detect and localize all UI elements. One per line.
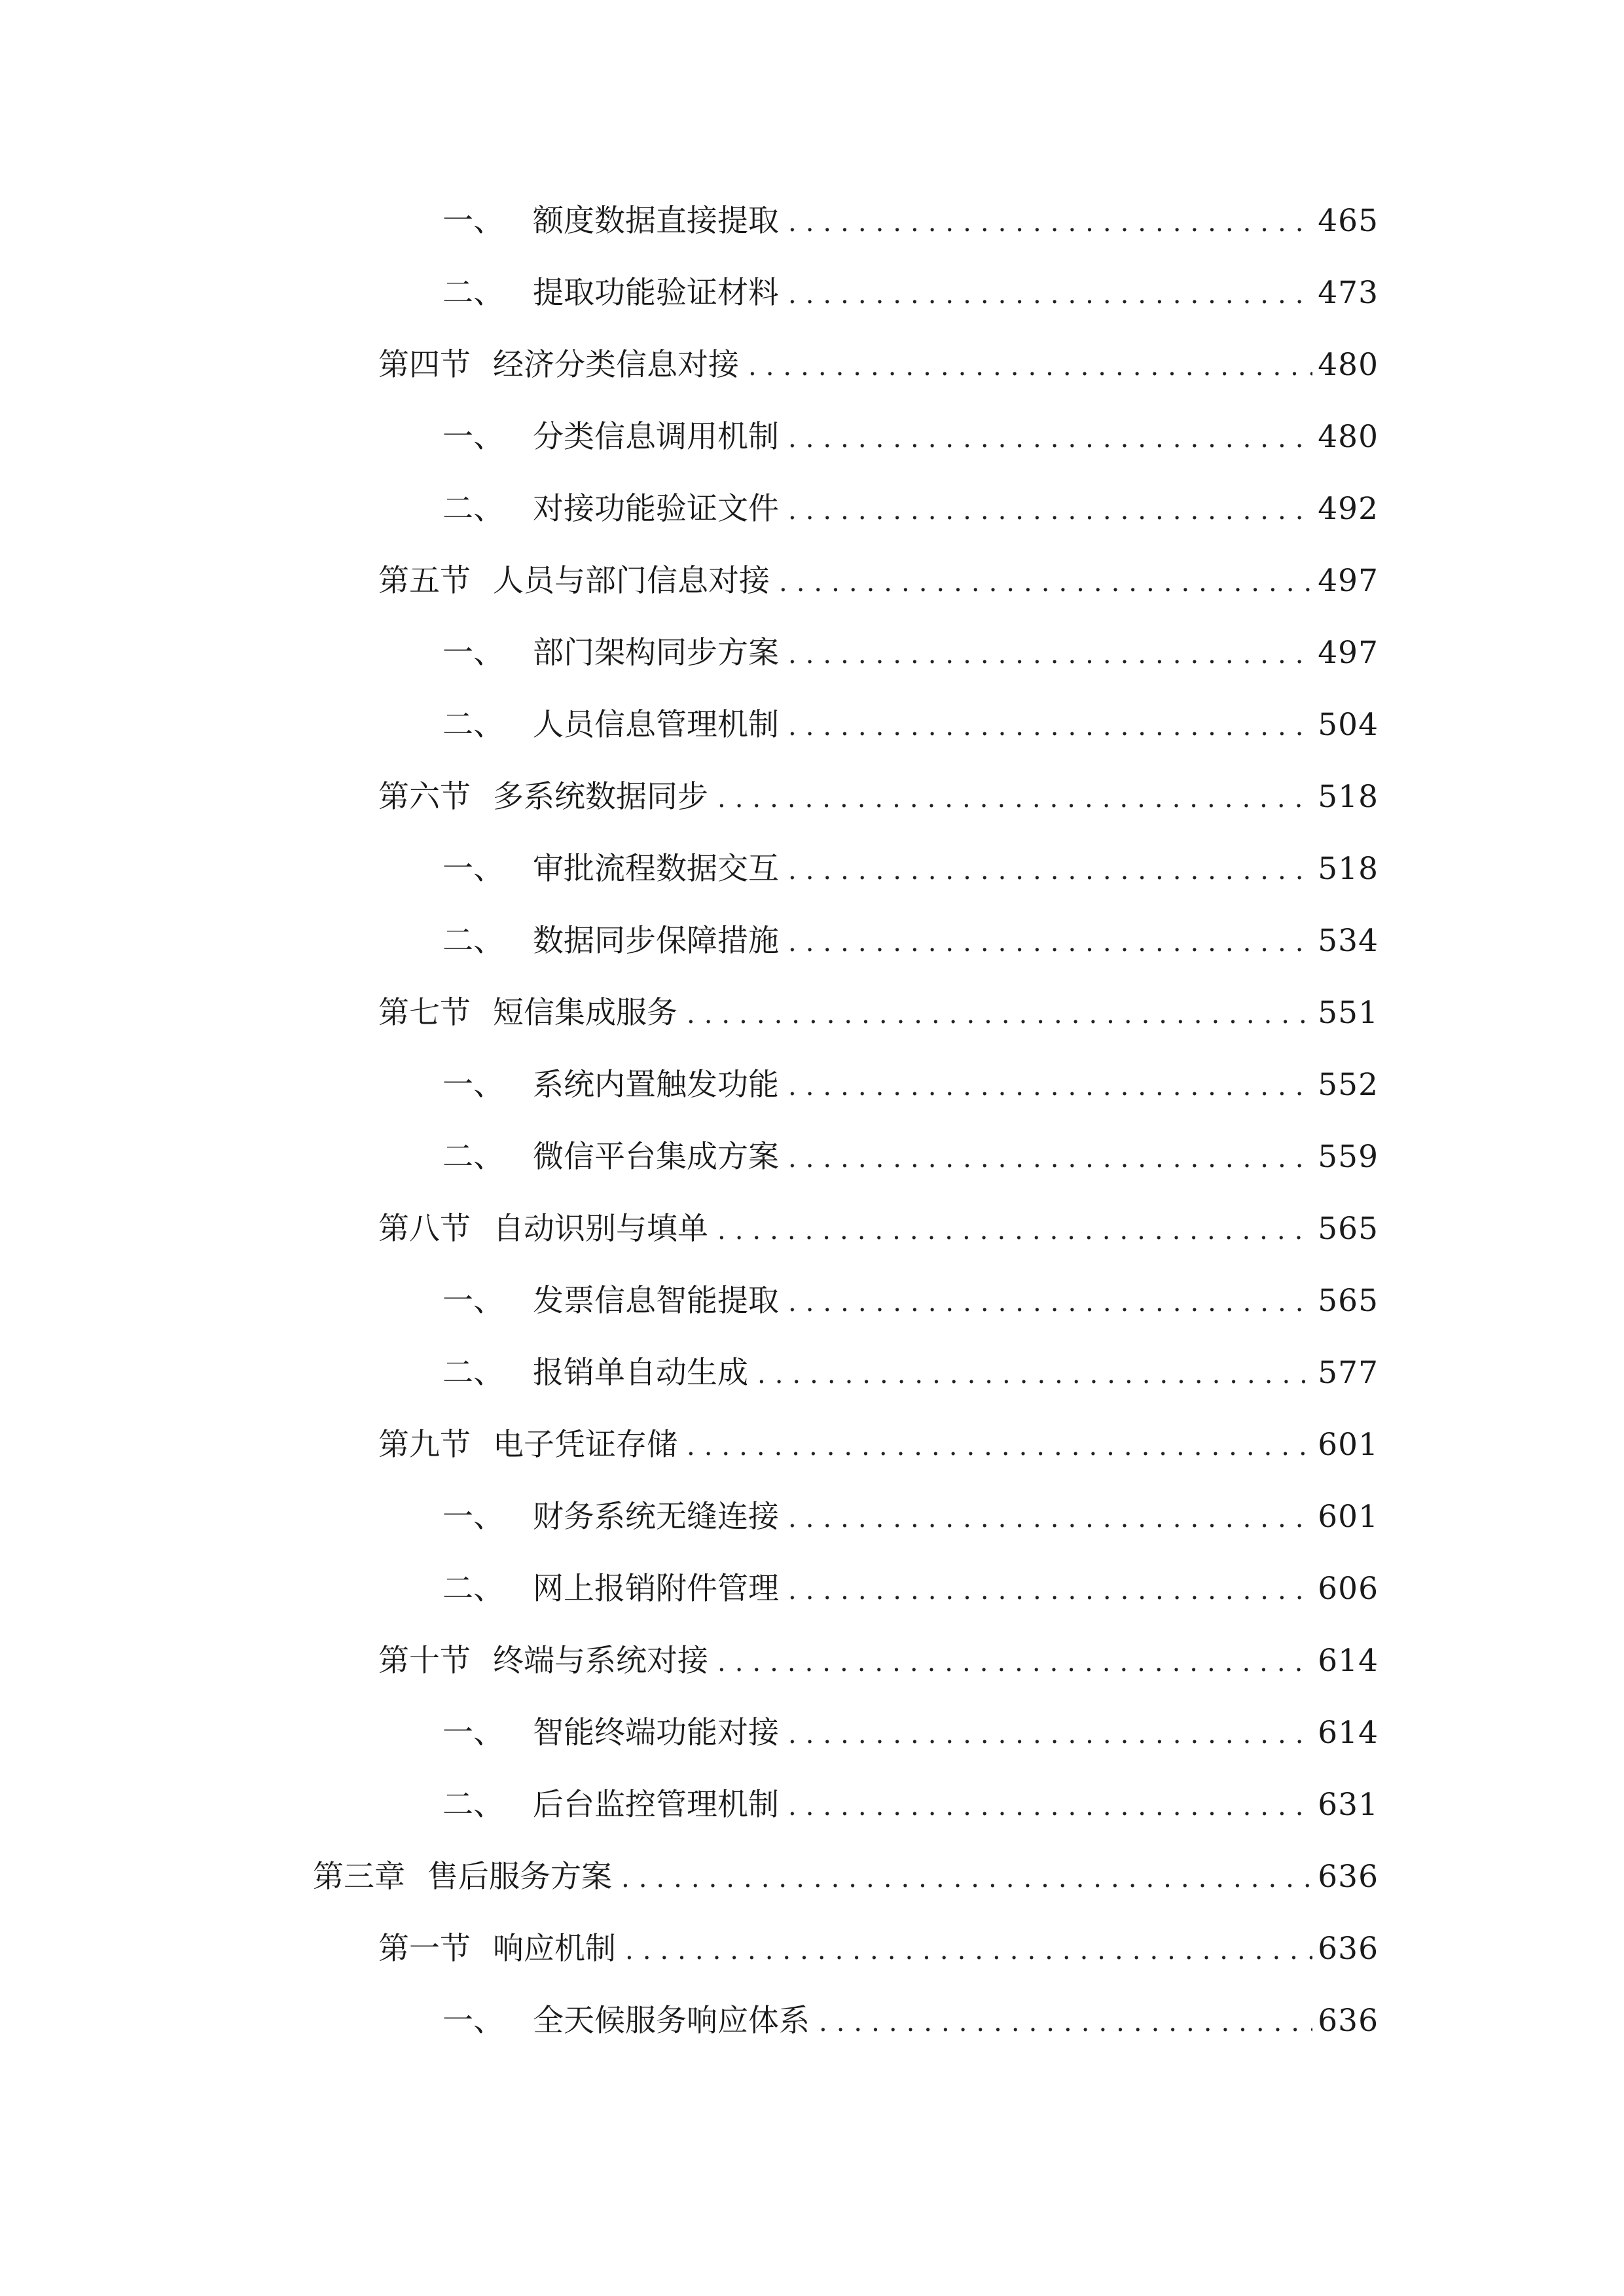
dot-leader — [788, 492, 1312, 529]
toc-entry-title: 经济分类信息对接 — [493, 347, 739, 383]
toc-entry-number: 二、 — [442, 275, 504, 311]
toc-entry-page: 473 — [1318, 275, 1379, 311]
toc-entry-page: 631 — [1318, 1787, 1379, 1823]
toc-entry[interactable] — [0, 766, 1624, 838]
toc-entry-number: 一、 — [442, 851, 504, 887]
toc-entry-number: 第九节 — [378, 1427, 471, 1463]
toc-entry-title: 部门架构同步方案 — [533, 635, 779, 671]
toc-entry-title: 全天候服务响应体系 — [533, 2003, 810, 2039]
toc-entry-page: 636 — [1318, 1859, 1379, 1895]
toc-entry-number: 二、 — [442, 1355, 504, 1391]
toc-entry[interactable] — [0, 1198, 1624, 1270]
toc-entry-title: 售后服务方案 — [427, 1859, 612, 1895]
toc-entry-title: 电子凭证存储 — [493, 1427, 677, 1463]
dot-leader — [717, 1644, 1312, 1681]
toc-entry-title: 额度数据直接提取 — [533, 203, 779, 239]
toc-entry-number: 一、 — [442, 1067, 504, 1103]
toc-entry-title: 分类信息调用机制 — [533, 419, 779, 455]
toc-entry-number: 一、 — [442, 635, 504, 671]
toc-entry-title: 人员信息管理机制 — [533, 707, 779, 743]
toc-entry[interactable] — [0, 190, 1624, 262]
toc-entry-title: 发票信息智能提取 — [533, 1283, 779, 1319]
toc-entry[interactable] — [0, 1990, 1624, 2062]
toc-entry-title: 智能终端功能对接 — [533, 1715, 779, 1751]
toc-entry-number: 二、 — [442, 707, 504, 743]
dot-leader — [788, 1500, 1312, 1537]
toc-entry-number: 第五节 — [378, 563, 471, 599]
toc-entry-title: 对接功能验证文件 — [533, 491, 779, 527]
toc-entry-page: 565 — [1318, 1283, 1379, 1319]
toc-entry[interactable] — [0, 1846, 1624, 1918]
dot-leader — [788, 708, 1312, 745]
toc-entry-page: 601 — [1318, 1427, 1379, 1463]
toc-entry[interactable] — [0, 1486, 1624, 1558]
dot-leader — [779, 564, 1312, 601]
toc-entry-page: 559 — [1318, 1139, 1379, 1175]
toc-entry-number: 二、 — [442, 491, 504, 527]
toc-entry-number: 第一节 — [378, 1931, 471, 1967]
toc-entry-page: 565 — [1318, 1211, 1379, 1247]
toc-entry-title: 系统内置触发功能 — [533, 1067, 779, 1103]
table-of-contents — [0, 190, 1624, 2062]
toc-entry-number: 二、 — [442, 1139, 504, 1175]
dot-leader — [748, 348, 1312, 385]
dot-leader — [621, 1860, 1312, 1897]
toc-entry-page: 534 — [1318, 923, 1379, 959]
toc-entry[interactable] — [0, 1054, 1624, 1126]
toc-entry-title: 网上报销附件管理 — [533, 1571, 779, 1607]
toc-entry-number: 第十节 — [378, 1643, 471, 1679]
toc-entry[interactable] — [0, 982, 1624, 1054]
dot-leader — [757, 1356, 1312, 1393]
dot-leader — [625, 1932, 1312, 1969]
toc-entry[interactable] — [0, 1774, 1624, 1846]
toc-entry-page: 480 — [1318, 347, 1379, 383]
toc-entry-number: 二、 — [442, 1571, 504, 1607]
toc-entry-number: 二、 — [442, 923, 504, 959]
toc-entry-page: 614 — [1318, 1643, 1379, 1679]
toc-entry-number: 第三章 — [313, 1859, 405, 1895]
toc-entry[interactable] — [0, 838, 1624, 910]
toc-entry-title: 短信集成服务 — [493, 995, 677, 1031]
toc-entry-page: 504 — [1318, 707, 1379, 743]
toc-entry-page: 518 — [1318, 779, 1379, 815]
toc-entry-title: 终端与系统对接 — [493, 1643, 708, 1679]
toc-entry-page: 518 — [1318, 851, 1379, 887]
dot-leader — [717, 780, 1312, 817]
toc-entry-title: 数据同步保障措施 — [533, 923, 779, 959]
toc-entry-page: 497 — [1318, 635, 1379, 671]
toc-entry[interactable] — [0, 1630, 1624, 1702]
dot-leader — [788, 204, 1312, 241]
toc-entry-number: 第七节 — [378, 995, 471, 1031]
toc-entry-title: 人员与部门信息对接 — [493, 563, 770, 599]
toc-entry-page: 577 — [1318, 1355, 1379, 1391]
toc-entry[interactable] — [0, 334, 1624, 406]
toc-entry-number: 一、 — [442, 1283, 504, 1319]
dot-leader — [819, 2004, 1312, 2041]
toc-entry-number: 一、 — [442, 203, 504, 239]
toc-entry-title: 多系统数据同步 — [493, 779, 708, 815]
toc-entry-title: 报销单自动生成 — [533, 1355, 748, 1391]
toc-entry-page: 552 — [1318, 1067, 1379, 1103]
dot-leader — [687, 1428, 1312, 1465]
toc-entry-title: 提取功能验证材料 — [533, 275, 779, 311]
toc-entry-number: 二、 — [442, 1787, 504, 1823]
dot-leader — [788, 1068, 1312, 1105]
toc-entry-page: 636 — [1318, 1931, 1379, 1967]
toc-entry[interactable] — [0, 1558, 1624, 1630]
dot-leader — [788, 276, 1312, 313]
toc-entry-page: 636 — [1318, 2003, 1379, 2039]
dot-leader — [788, 924, 1312, 961]
dot-leader — [788, 852, 1312, 889]
toc-entry[interactable] — [0, 1918, 1624, 1990]
dot-leader — [788, 1572, 1312, 1609]
toc-entry-page: 601 — [1318, 1499, 1379, 1535]
toc-entry[interactable] — [0, 694, 1624, 766]
toc-entry[interactable] — [0, 1270, 1624, 1342]
toc-entry-title: 后台监控管理机制 — [533, 1787, 779, 1823]
toc-entry-number: 一、 — [442, 1715, 504, 1751]
toc-entry-page: 465 — [1318, 203, 1379, 239]
toc-entry[interactable] — [0, 622, 1624, 694]
dot-leader — [717, 1212, 1312, 1249]
toc-entry-number: 一、 — [442, 2003, 504, 2039]
dot-leader — [788, 1140, 1312, 1177]
toc-entry-title: 自动识别与填单 — [493, 1211, 708, 1247]
toc-entry-page: 492 — [1318, 491, 1379, 527]
dot-leader — [687, 996, 1312, 1033]
toc-entry-number: 第六节 — [378, 779, 471, 815]
toc-entry[interactable] — [0, 1342, 1624, 1414]
toc-entry-title: 响应机制 — [493, 1931, 616, 1967]
toc-entry-number: 第四节 — [378, 347, 471, 383]
dot-leader — [788, 636, 1312, 673]
toc-entry[interactable] — [0, 262, 1624, 334]
dot-leader — [788, 1284, 1312, 1321]
toc-entry-page: 497 — [1318, 563, 1379, 599]
toc-entry[interactable] — [0, 406, 1624, 478]
toc-entry-page: 551 — [1318, 995, 1379, 1031]
toc-entry-page: 480 — [1318, 419, 1379, 455]
toc-entry[interactable] — [0, 478, 1624, 550]
dot-leader — [788, 1716, 1312, 1753]
toc-entry-title: 微信平台集成方案 — [533, 1139, 779, 1175]
toc-entry-number: 一、 — [442, 1499, 504, 1535]
toc-entry[interactable] — [0, 550, 1624, 622]
toc-entry[interactable] — [0, 1414, 1624, 1486]
toc-entry[interactable] — [0, 910, 1624, 982]
toc-entry-number: 第八节 — [378, 1211, 471, 1247]
toc-entry-title: 审批流程数据交互 — [533, 851, 779, 887]
toc-entry-title: 财务系统无缝连接 — [533, 1499, 779, 1535]
dot-leader — [788, 1788, 1312, 1825]
toc-entry-page: 614 — [1318, 1715, 1379, 1751]
dot-leader — [788, 420, 1312, 457]
toc-entry[interactable] — [0, 1702, 1624, 1774]
toc-entry-page: 606 — [1318, 1571, 1379, 1607]
toc-entry-number: 一、 — [442, 419, 504, 455]
toc-entry[interactable] — [0, 1126, 1624, 1198]
